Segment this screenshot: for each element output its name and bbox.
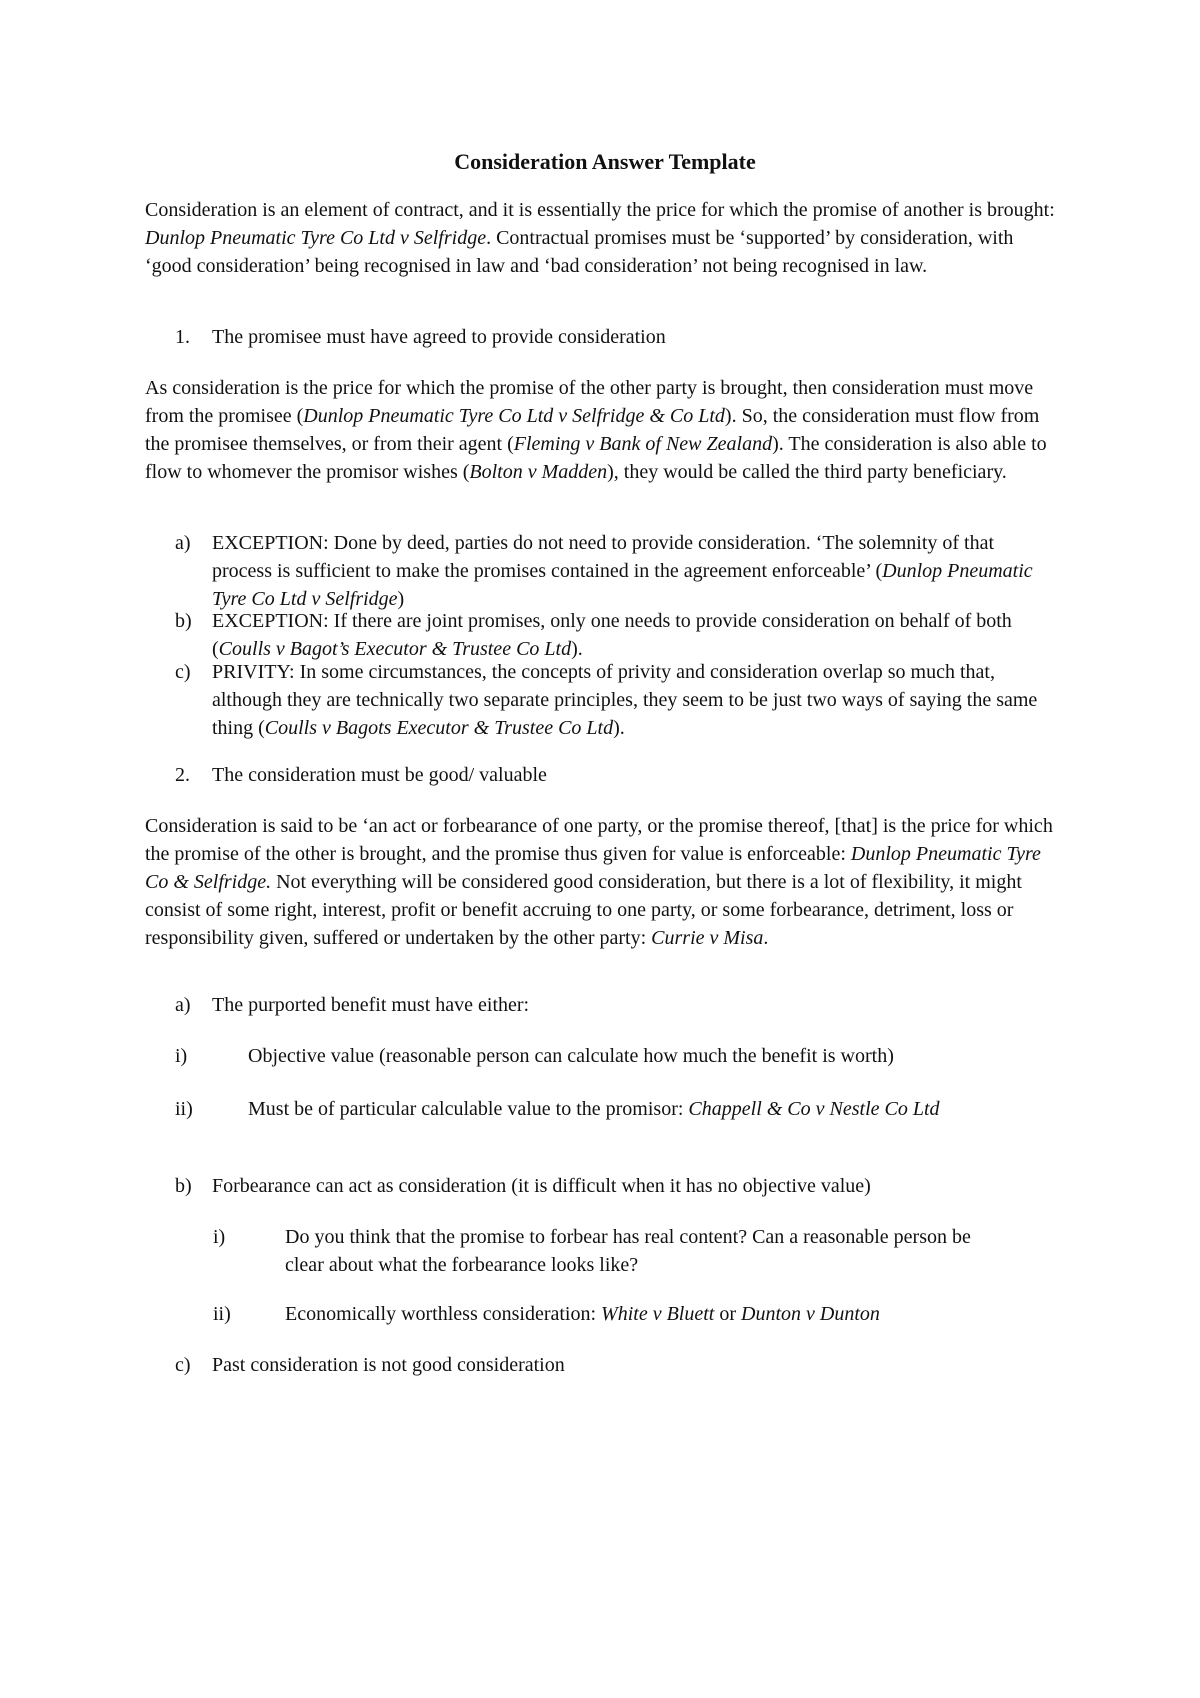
list-item-text: Forbearance can act as consideration (it is difficult when it has no objective value) — [212, 1175, 871, 1197]
list-marker: ii) — [175, 1098, 193, 1120]
para-text: ), they would be called the third party beneficiary. — [607, 461, 1007, 483]
item-text: EXCEPTION: Done by deed, parties do not need to provide consideration. ‘The solemnity of that process is sufficient to make the promises contained in the agreement enforceable’ ( — [212, 532, 995, 582]
list-marker: a) — [175, 994, 191, 1016]
list-item-text: Past consideration is not good consideration — [212, 1354, 565, 1376]
sub-item-text: Do you think that the promise to forbear has real content? Can a reasonable person be clear about what the forbearance looks like? — [285, 1226, 971, 1276]
para-text: As consideration is the price for which the promise of the other party is brought, then consideration must move from the promisee ( — [145, 377, 1034, 427]
list-marker: ii) — [213, 1303, 231, 1325]
list-marker: 2. — [175, 764, 190, 786]
item-text: ) — [397, 588, 405, 610]
list-marker: b) — [175, 610, 192, 632]
item-text: Economically worthless consideration: — [285, 1303, 602, 1325]
case-citation: Coulls v Bagots Executor & Trustee Co Ltd — [264, 717, 614, 739]
para-text: Consideration is said to be ‘an act or forbearance of one party, or the promise thereof, [that] is the price for which the promise of the other is brought, and the promise thus given for value is enforceable: — [145, 815, 1053, 865]
case-citation: Fleming v Bank of New Zealand — [513, 433, 773, 455]
case-citation: Dunton v Dunton — [741, 1303, 880, 1325]
sub-item-text: Objective value (reasonable person can calculate how much the benefit is worth) — [248, 1045, 894, 1067]
case-citation: Coulls v Bagot’s Executor & Trustee Co Ltd — [218, 638, 572, 660]
case-citation: Dunlop Pneumatic Tyre Co & Selfridge. — [145, 843, 1041, 893]
list-item-text — [212, 607, 1052, 663]
section-heading-text: The promisee must have agreed to provide consideration — [212, 326, 666, 348]
item-text: ). — [613, 717, 625, 739]
list-marker: 1. — [175, 326, 190, 348]
item-text: ). — [571, 638, 583, 660]
list-item-text — [212, 658, 1052, 742]
list-marker: c) — [175, 661, 191, 683]
intro-text-a: Consideration is an element of contract, and it is essentially the price for which the promise of another is brought: — [145, 199, 1055, 221]
para-text: . — [763, 927, 769, 949]
list-marker: a) — [175, 532, 191, 554]
case-citation: Dunlop Pneumatic Tyre Co Ltd v Selfridge — [145, 227, 487, 249]
intro-paragraph — [145, 196, 1065, 280]
item-text: or — [714, 1303, 742, 1325]
para-text: Not everything will be considered good consideration, but there is a lot of flexibility, it might consist of some right, interest, profit or benefit accruing to one party, or some forbearance, detriment, loss or responsibility given, suffered or undertaken by the other party: — [145, 871, 1022, 949]
case-citation: Bolton v Madden — [469, 461, 608, 483]
item-text: Must be of particular calculable value to the promisor: — [248, 1098, 689, 1120]
case-citation: Currie v Misa — [651, 927, 764, 949]
list-item-text: The purported benefit must have either: — [212, 994, 530, 1016]
para-text: ). So, the consideration must flow from the promisee themselves, or from their agent ( — [145, 405, 1040, 455]
section-2-paragraph — [145, 812, 1065, 952]
list-marker: b) — [175, 1175, 192, 1197]
list-item-text — [212, 529, 1052, 613]
list-marker: c) — [175, 1354, 191, 1376]
sub-item-text — [285, 1300, 1025, 1328]
sub-item-text — [248, 1095, 988, 1123]
intro-text-b: . Contractual promises must be ‘supported’ by consideration, with ‘good consideration’ being recognised in law and ‘bad consideration’ not being recognised in law. — [145, 227, 1014, 277]
page-title: Consideration Answer Template — [454, 149, 756, 174]
item-text: PRIVITY: In some circumstances, the concepts of privity and consideration overlap so much that, although they are technically two separate principles, they seem to be just two ways of saying the same thing ( — [212, 661, 1038, 739]
case-citation: Chappell & Co v Nestle Co Ltd — [688, 1098, 940, 1120]
section-heading-text: The consideration must be good/ valuable — [212, 764, 547, 786]
para-text: ). The consideration is also able to flow to whomever the promisor wishes ( — [145, 433, 1047, 483]
list-marker: i) — [175, 1045, 188, 1067]
section-1-paragraph — [145, 374, 1065, 486]
case-citation: Dunlop Pneumatic Tyre Co Ltd v Selfridge — [212, 560, 1033, 610]
list-marker: i) — [213, 1226, 226, 1248]
case-citation: Dunlop Pneumatic Tyre Co Ltd v Selfridge & Co Ltd — [303, 405, 725, 427]
item-text: EXCEPTION: If there are joint promises, only one needs to provide consideration on behalf of both ( — [212, 610, 1012, 660]
case-citation: White v Bluett — [601, 1303, 715, 1325]
